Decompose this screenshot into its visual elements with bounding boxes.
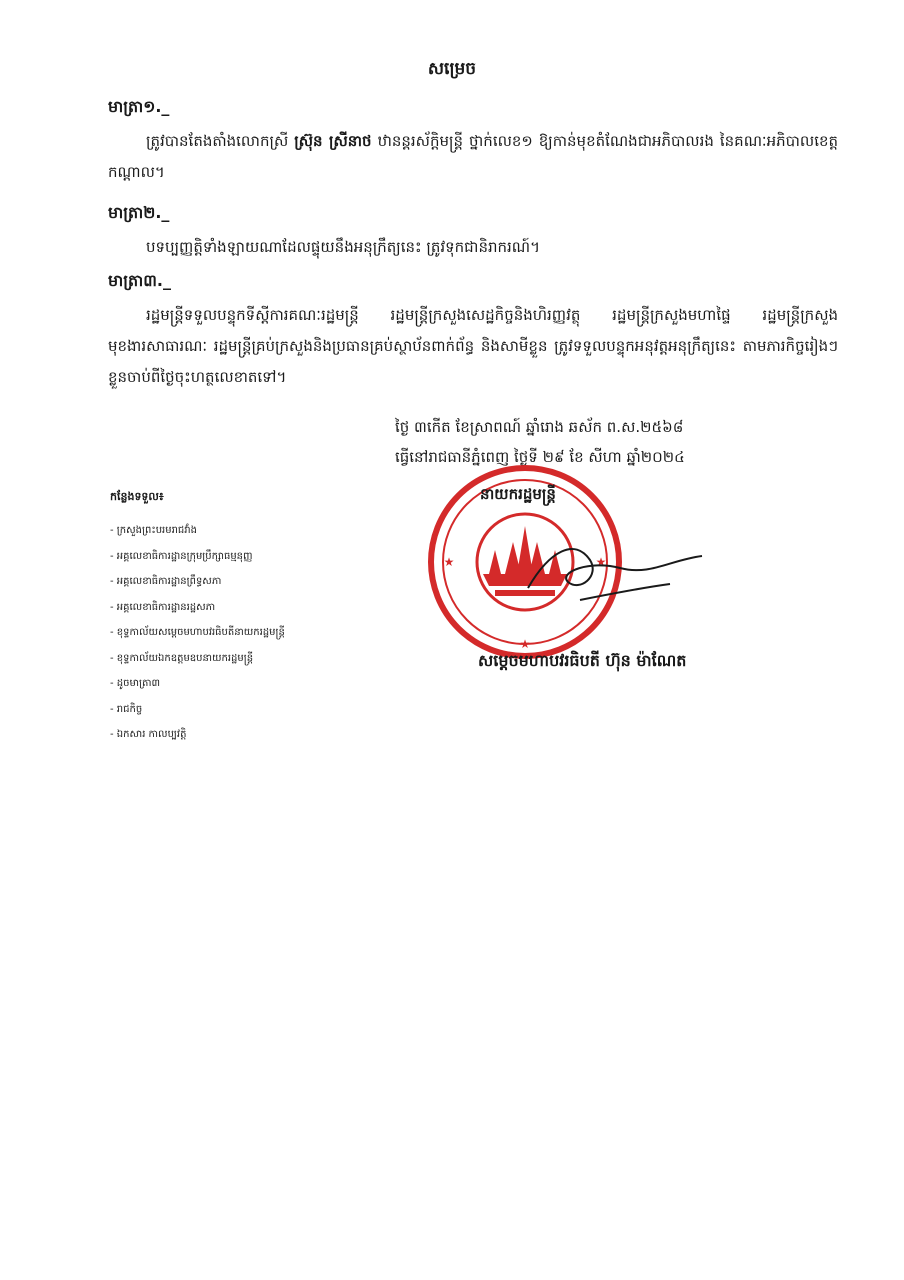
pm-title: នាយករដ្ឋមន្ត្រី xyxy=(480,485,556,503)
svg-text:★: ★ xyxy=(519,637,531,651)
article-3-text: រដ្ឋមន្ត្រីទទួលបន្ទុកទីស្តីការគណៈរដ្ឋមន្ត្រី រដ្ឋមន្ត្រីក្រសួងសេដ្ឋកិច្ចនិងហិរញ្ញវត្ថុ រដ្ឋមន្ត្រីក្រសួងមហាផ្ទៃ រដ្ឋមន្ត្រីក្រសួងមុខងារសាធារណៈ រដ្ឋមន្ត្រីគ្រប់ក្រសួងនិងប្រធានគ្រប់ស្ថាប័នពាក់ព័ន្ធ និងសាមីខ្លួន ត្រូវទទួលបន្ទុកអនុវត្តអនុក្រឹត្យនេះ តាមភារកិច្ចរៀងៗខ្លួនចាប់ពីថ្ងៃចុះហត្ថលេខាតទៅ។ xyxy=(108,306,838,386)
date-solar: ធ្វើនៅរាជធានីភ្នំពេញ ថ្ងៃទី ២៩ ខែ សីហា ឆ្នាំ២០២៤ xyxy=(395,448,685,466)
list-item: - ក្រសួងព្រះបរមរាជវាំង xyxy=(110,518,285,544)
article-1-text-after: ឋានន្តរស័ក្តិមន្ត្រី ថ្នាក់លេខ១ ឱ្យកាន់មុខតំណែងជាអភិបាលរង នៃគណៈអភិបាលខេត្តកណ្ដាល។ xyxy=(108,132,838,181)
recipients-title: កន្លែងទទួល៖ xyxy=(110,490,164,503)
svg-text:★: ★ xyxy=(595,555,607,569)
list-item: - ខុទ្ទកាល័យសម្តេចមហាបវរធិបតីនាយករដ្ឋមន្ត្រី xyxy=(110,620,285,646)
article-1-text xyxy=(108,126,838,188)
list-item: - ឯកសារ កាលប្បវត្តិ xyxy=(110,722,285,748)
list-item: - អគ្គលេខាធិការដ្ឋានក្រុមប្រឹក្សាធម្មនុញ្ញ xyxy=(110,544,285,570)
handwritten-signature-icon xyxy=(520,530,710,610)
article-2-title: មាត្រា២._ xyxy=(108,203,170,222)
svg-text:★: ★ xyxy=(443,555,455,569)
list-item: - ខុទ្ទកាល័យឯកឧត្តមឧបនាយករដ្ឋមន្ត្រី xyxy=(110,646,285,672)
list-item: - រាជកិច្ច xyxy=(110,697,285,723)
decision-heading: សម្រេច xyxy=(427,59,477,79)
article-1-text-before: ត្រូវបានតែងតាំងលោកស្រី xyxy=(146,132,295,150)
appointee-name: ស្រ៊ុន ស្រីនាថ xyxy=(294,132,372,150)
article-2-text: បទប្បញ្ញត្តិទាំងឡាយណាដែលផ្ទុយនឹងអនុក្រឹត្យនេះ ត្រូវទុកជានិរាករណ៍។ xyxy=(146,238,540,256)
list-item: - អគ្គលេខាធិការដ្ឋានរដ្ឋសភា xyxy=(110,595,285,621)
recipients-list xyxy=(110,518,285,748)
list-item: - ដូចមាត្រា៣ xyxy=(110,671,285,697)
article-3-title: មាត្រា៣._ xyxy=(108,271,171,290)
list-item: - អគ្គលេខាធិការដ្ឋានព្រឹទ្ធសភា xyxy=(110,569,285,595)
signer-name: សម្តេចមហាបវរធិបតី ហ៊ុន ម៉ាណែត xyxy=(478,651,687,670)
article-1-title: មាត្រា១._ xyxy=(108,97,170,116)
date-lunar: ថ្ងៃ ៣កើត ខែស្រាពណ៍ ឆ្នាំរោង ឆស័ក ព.ស.២៥៦៨ xyxy=(395,418,684,436)
